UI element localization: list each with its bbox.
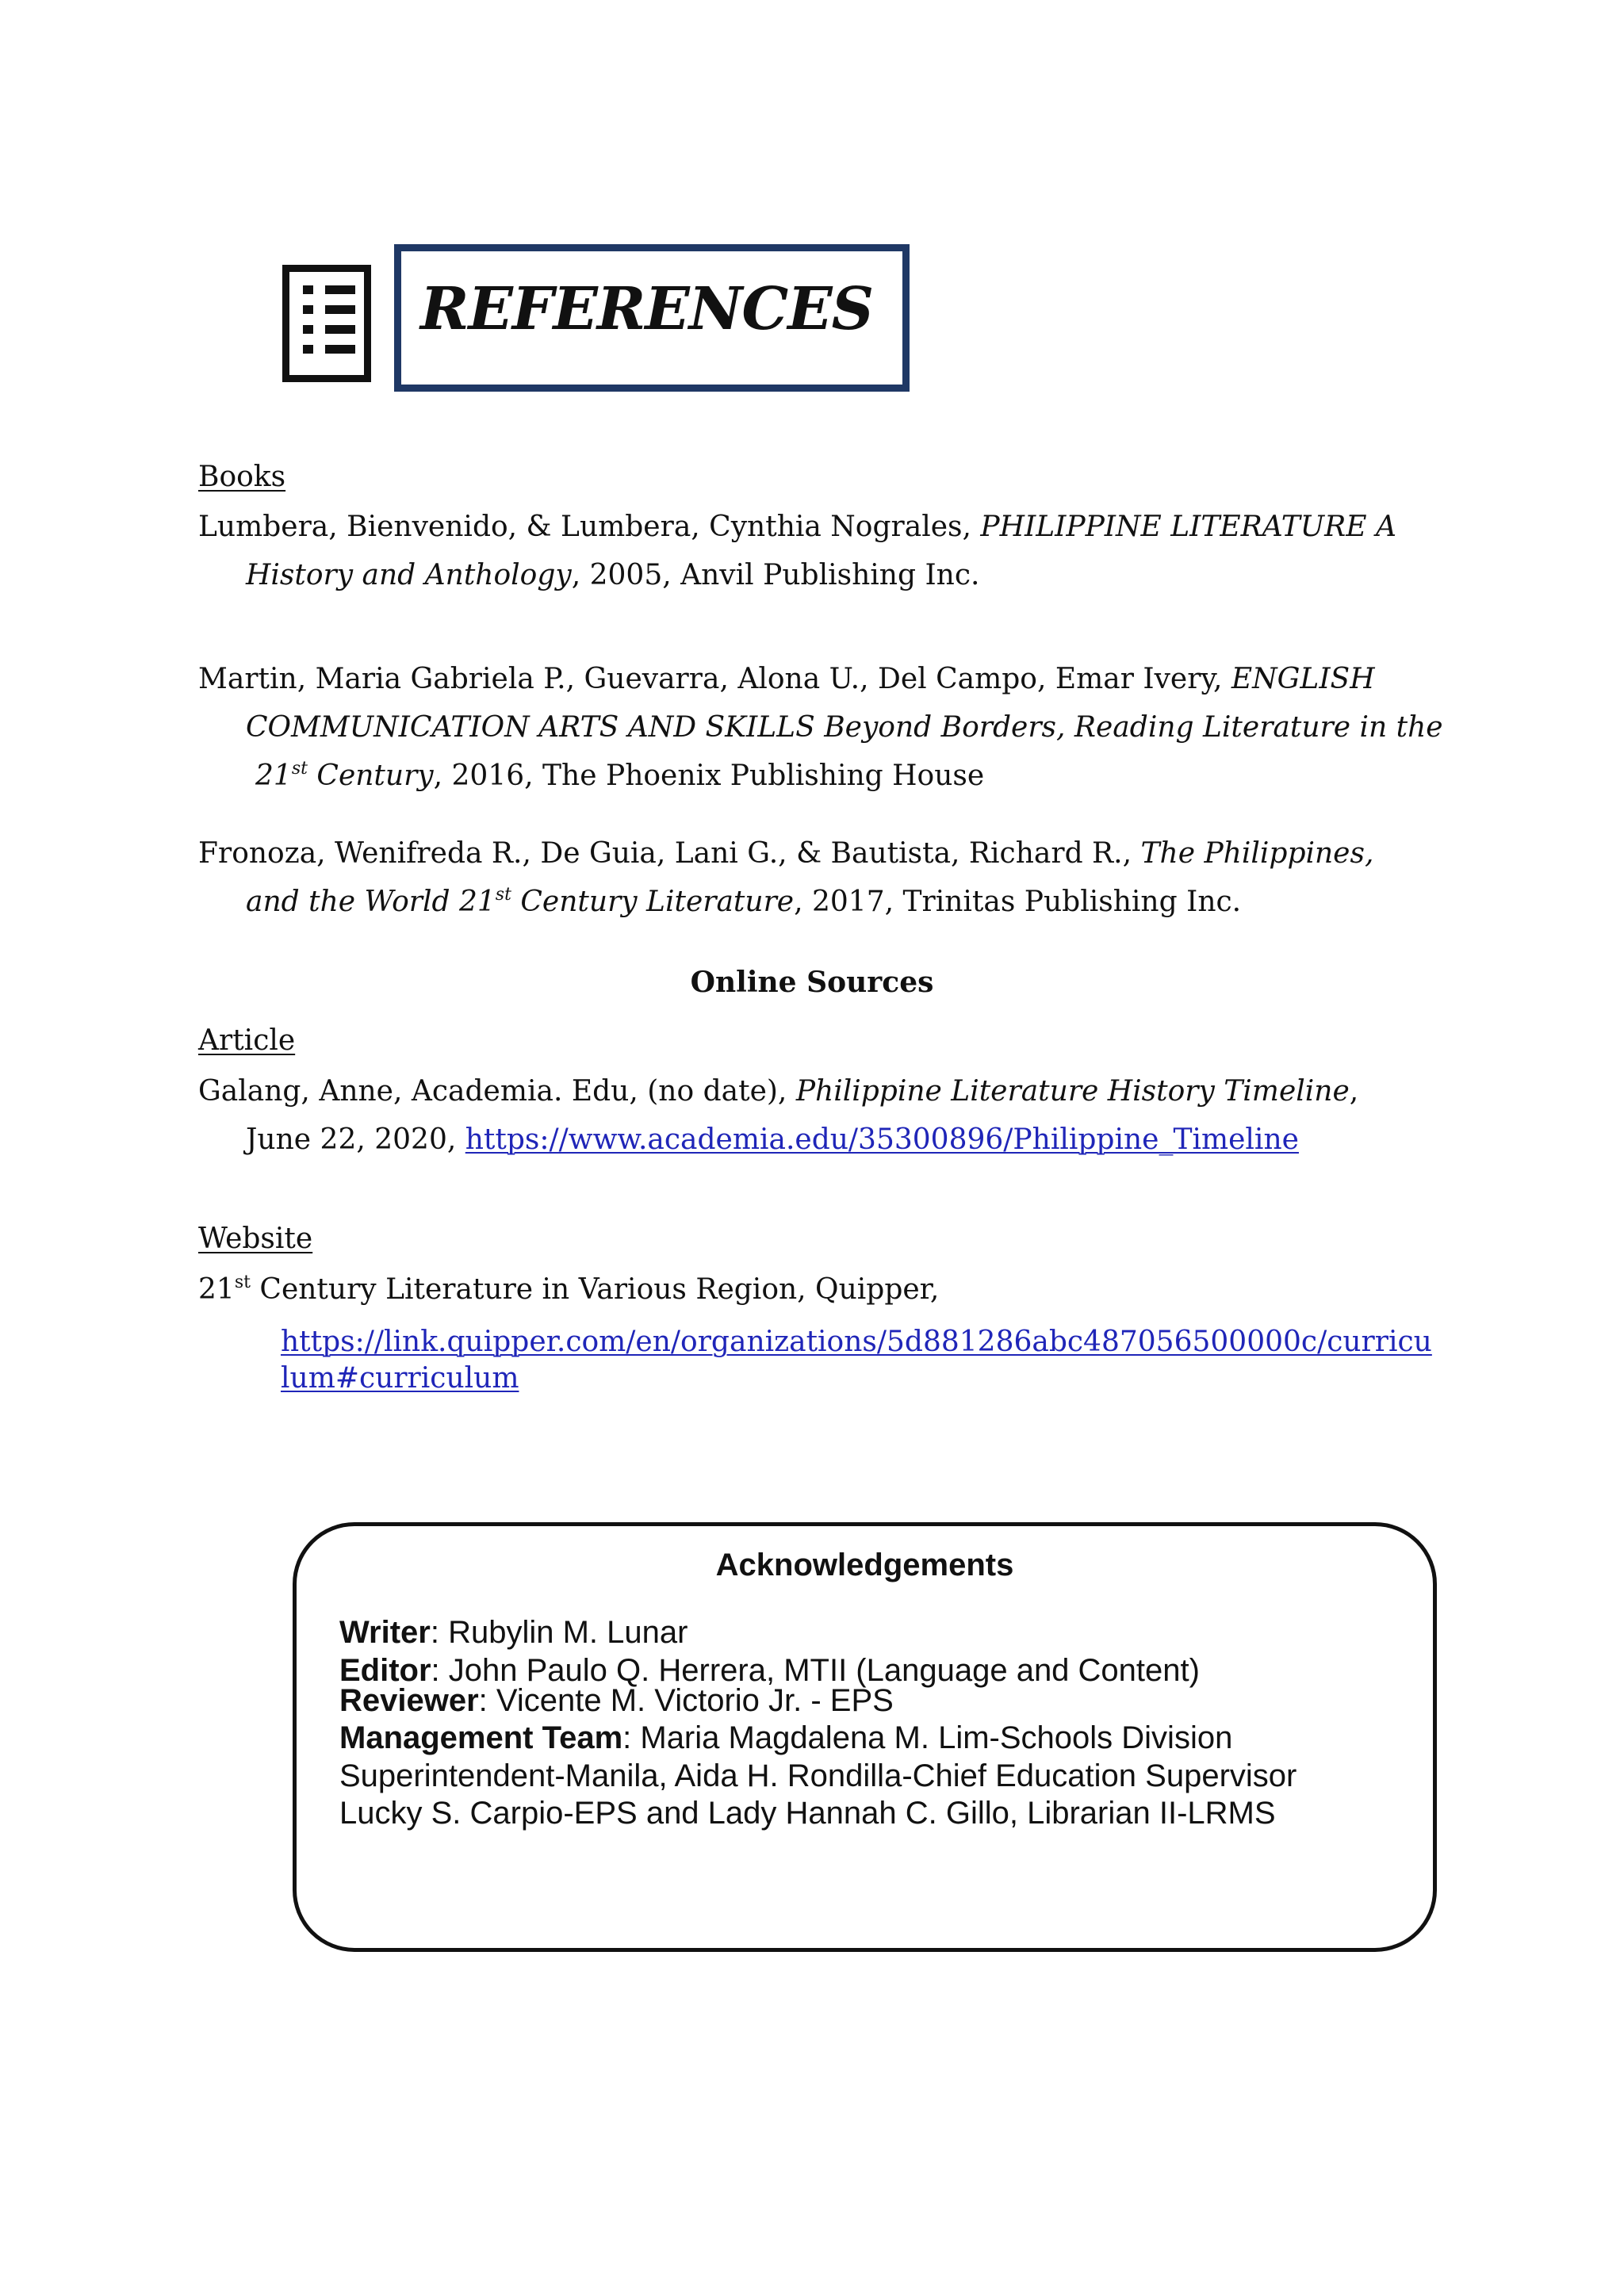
article-url-link[interactable]: https://www.academia.edu/35300896/Philippine_Timeline: [465, 1123, 1299, 1156]
article-entry: Galang, Anne, Academia. Edu, (no date), Philippine Literature History Timeline, June 22, 2020, https://www.academia.edu/35300896/Philippine_Timeline: [198, 1075, 1359, 1156]
article-label: Article: [198, 1024, 296, 1057]
management-line-1: Management Team: Maria Magdalena M. Lim-Schools Division: [339, 1720, 1233, 1755]
management-line-2: Superintendent-Manila, Aida H. Rondilla-Chief Education Supervisor: [339, 1758, 1297, 1793]
book-entry-1: Lumbera, Bienvenido, & Lumbera, Cynthia Nograles, PHILIPPINE LITERATURE A History and Anthology, 2005, Anvil Publishing Inc.: [198, 511, 1396, 591]
writer-line: Writer: Rubylin M. Lunar: [339, 1615, 688, 1650]
book-entry-3: Fronoza, Wenifreda R., De Guia, Lani G., & Bautista, Richard R., The Philippines, and the World 21st Century Literature, 2017, Trinitas Publishing Inc.: [198, 837, 1374, 918]
acknowledgements-title: Acknowledgements: [715, 1548, 1014, 1582]
website-url-link[interactable]: https://link.quipper.com/en/organizations/5d881286abc487056500000c/curricu lum#curriculum: [281, 1326, 1432, 1395]
editor-line: Editor: John Paulo Q. Herrera, MTII (Language and Content): [339, 1653, 1200, 1688]
reviewer-line: Reviewer: Vicente M. Victorio Jr. - EPS: [339, 1683, 894, 1718]
online-sources-heading: Online Sources: [690, 966, 934, 999]
website-label: Website: [198, 1223, 313, 1255]
acknowledgements-box: [293, 1522, 1437, 1952]
list-icon: [282, 265, 371, 382]
website-entry: 21st Century Literature in Various Region, Quipper,: [198, 1272, 940, 1306]
page-title: REFERENCES: [420, 275, 874, 343]
references-title-box: [394, 244, 910, 392]
management-line-3: Lucky S. Carpio-EPS and Lady Hannah C. Gillo, Librarian II-LRMS: [339, 1796, 1276, 1831]
book-entry-2: Martin, Maria Gabriela P., Guevarra, Alona U., Del Campo, Emar Ivery, ENGLISH COMMUNICATION ARTS AND SKILLS Beyond Borders, Reading Literature in the 21st Century, 2016, The Phoenix Publishing House: [198, 663, 1443, 792]
books-label: Books: [198, 461, 286, 493]
